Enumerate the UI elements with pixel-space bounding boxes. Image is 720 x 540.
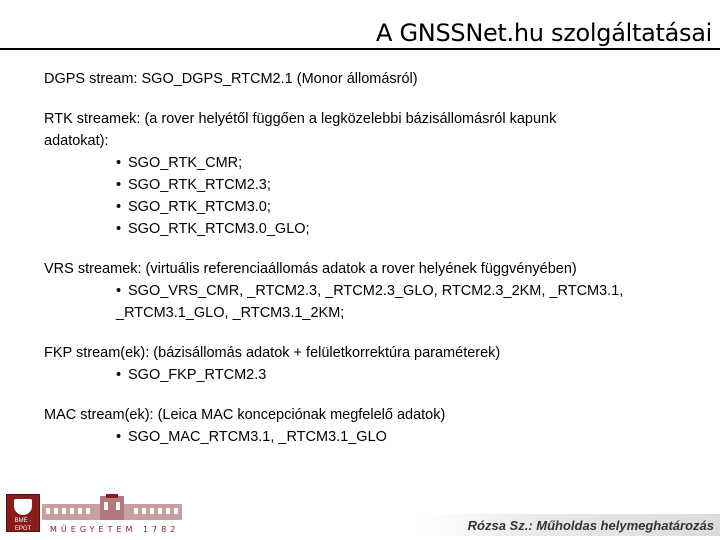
vrs-item-line2: _RTCM3.1_GLO, _RTCM3.1_2KM; — [116, 305, 345, 321]
dgps-line: DGPS stream: SGO_DGPS_RTCM2.1 (Monor állomásról) — [44, 71, 418, 87]
list-item — [44, 152, 684, 174]
list-item — [44, 218, 684, 240]
rtk-item-text: SGO_RTK_RTCM3.0; — [128, 199, 271, 215]
dgps-block — [44, 68, 684, 90]
rtk-intro-line1: RTK streamek: (a rover helyétől függően a legközelebbi bázisállomásról kapunk — [44, 111, 557, 127]
vrs-intro: VRS streamek: (virtuális referenciaállomás adatok a rover helyének függvényében) — [44, 261, 577, 277]
bullet-icon: • — [116, 283, 122, 299]
muegyetem-text: MŰEGYETEM 1782 — [50, 525, 180, 534]
rtk-intro-line2: adatokat): — [44, 133, 109, 149]
bullet-icon: • — [116, 429, 122, 445]
bme-logo — [6, 494, 40, 532]
mac-intro: MAC stream(ek): (Leica MAC koncepciónak megfelelő adatok) — [44, 407, 446, 423]
fkp-block — [44, 342, 684, 386]
list-item — [44, 426, 684, 448]
slide-title: A GNSSNet.hu szolgáltatásai — [376, 19, 712, 47]
bullet-icon: • — [116, 155, 122, 171]
rtk-item-text: SGO_RTK_RTCM2.3; — [128, 177, 271, 193]
bullet-icon: • — [116, 367, 122, 383]
building-icon — [42, 494, 182, 520]
crest-icon — [14, 499, 32, 515]
logo-text: BME · EPGT — [14, 518, 32, 532]
building-drawing — [42, 494, 182, 520]
rtk-item-text: SGO_RTK_CMR; — [128, 155, 243, 171]
vrs-item-line1: SGO_VRS_CMR, _RTCM2.3, _RTCM2.3_GLO, RTCM2.3_2KM, _RTCM3.1, — [128, 283, 624, 299]
mac-item: SGO_MAC_RTCM3.1, _RTCM3.1_GLO — [128, 429, 387, 445]
fkp-intro: FKP stream(ek): (bázisállomás adatok + felületkorrektúra paraméterek) — [44, 345, 501, 361]
mac-block — [44, 404, 684, 448]
list-item — [44, 364, 684, 386]
bullet-icon: • — [116, 177, 122, 193]
bullet-icon: • — [116, 199, 122, 215]
vrs-block — [44, 258, 684, 324]
rtk-block — [44, 108, 684, 240]
title-rule — [0, 48, 720, 50]
list-item — [44, 196, 684, 218]
fkp-item: SGO_FKP_RTCM2.3 — [128, 367, 267, 383]
bullet-icon: • — [116, 221, 122, 237]
list-item — [44, 280, 684, 302]
content — [44, 68, 684, 466]
list-item — [44, 174, 684, 196]
footer — [0, 490, 720, 540]
rtk-item-text: SGO_RTK_RTCM3.0_GLO; — [128, 221, 310, 237]
footer-text: Rózsa Sz.: Műholdas helymeghatározás — [467, 518, 714, 533]
